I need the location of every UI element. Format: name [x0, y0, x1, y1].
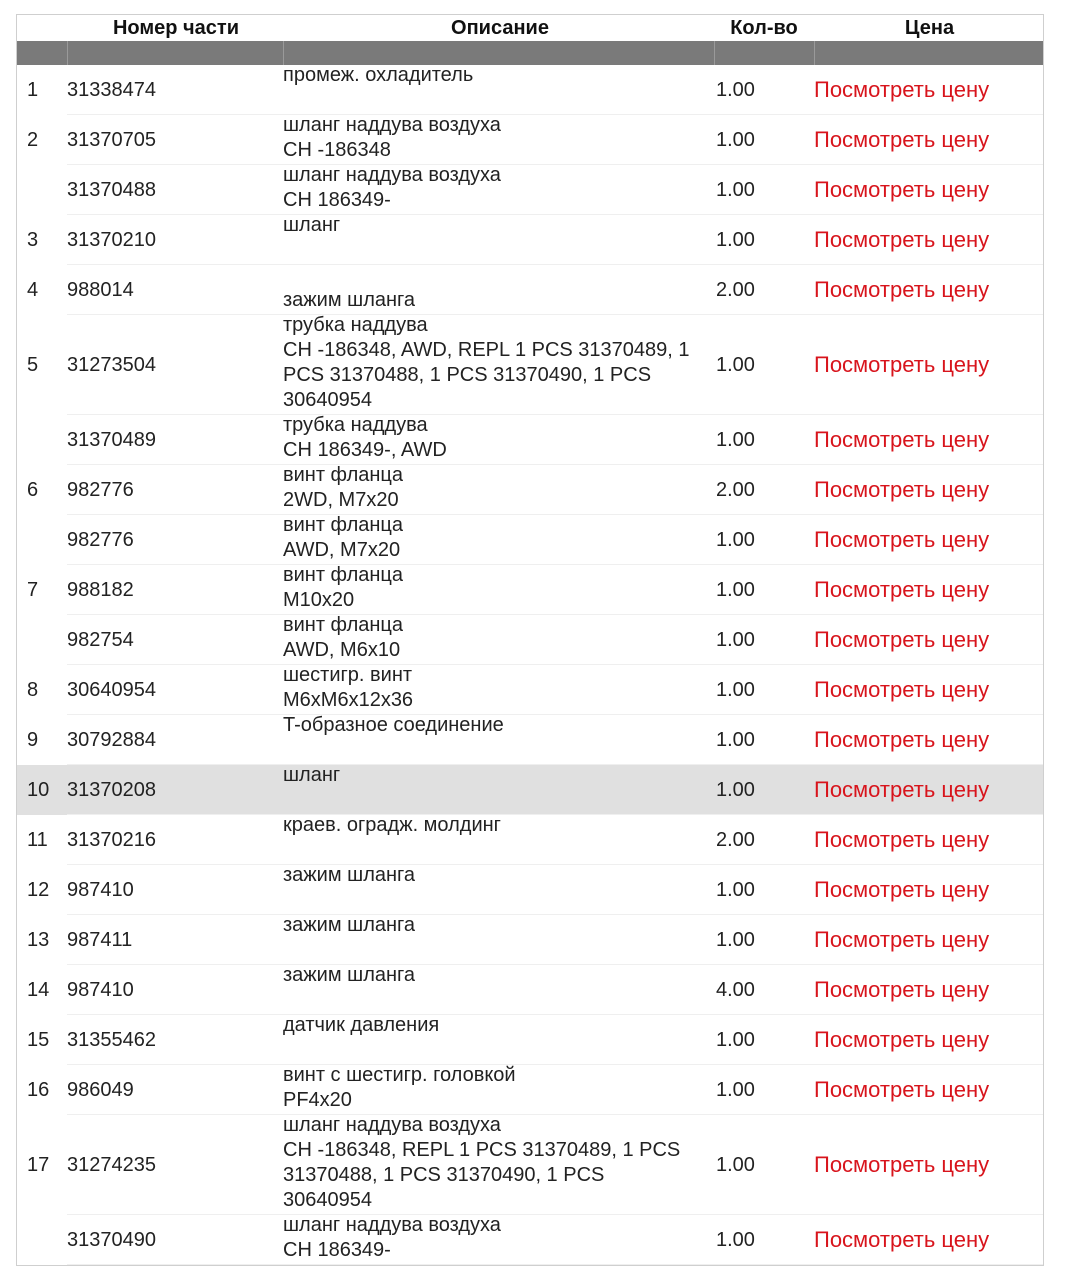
parts-table	[16, 14, 1044, 1266]
description-line: зажим шланга	[283, 289, 416, 311]
table-row[interactable]	[17, 265, 1043, 315]
description-line: M10x20	[283, 589, 355, 611]
part-description	[283, 1213, 713, 1263]
header-divider-bar	[17, 41, 1043, 65]
part-description	[283, 963, 713, 988]
description-line: 30640954	[283, 389, 372, 411]
description-line: AWD, M6x10	[283, 639, 401, 661]
quantity: 1.00	[716, 228, 755, 251]
row-number: 7	[27, 578, 39, 601]
table-row[interactable]	[17, 965, 1043, 1015]
view-price-link[interactable]: Посмотреть цену	[814, 727, 990, 752]
row-number: 10	[27, 778, 50, 801]
description-line: шланг наддува воздуха	[283, 1214, 501, 1236]
description-line: винт фланца	[283, 514, 403, 536]
description-line: шестигр. винт	[283, 664, 413, 686]
view-price-link[interactable]: Посмотреть цену	[814, 527, 990, 552]
part-description	[283, 863, 713, 888]
part-number: 31370208	[67, 778, 156, 801]
table-row[interactable]	[17, 165, 1043, 215]
part-description	[283, 913, 713, 938]
description-line: трубка наддува	[283, 314, 428, 336]
part-description	[283, 213, 713, 238]
part-number: 30640954	[67, 678, 156, 701]
description-line: CH 186349-	[283, 1239, 391, 1261]
row-number: 9	[27, 728, 39, 751]
part-number: 982754	[67, 628, 134, 651]
row-number: 4	[27, 278, 39, 301]
header-description: Описание	[451, 17, 549, 39]
description-line: шланг наддува воздуха	[283, 164, 501, 186]
view-price-link[interactable]: Посмотреть цену	[814, 477, 990, 502]
table-row[interactable]	[17, 715, 1043, 765]
header-price: Цена	[904, 17, 955, 39]
table-row[interactable]	[17, 465, 1043, 515]
part-number: 982776	[67, 528, 134, 551]
table-row[interactable]	[17, 915, 1043, 965]
description-line: PCS 31370488, 1 PCS 31370490, 1 PCS	[283, 364, 652, 386]
table-body	[17, 65, 1043, 1265]
view-price-link[interactable]: Посмотреть цену	[814, 227, 990, 252]
row-number	[27, 615, 67, 665]
view-price-link[interactable]: Посмотреть цену	[814, 1227, 990, 1252]
view-price-link[interactable]: Посмотреть цену	[814, 77, 990, 102]
row-number: 5	[27, 353, 39, 376]
quantity: 1.00	[716, 1028, 755, 1051]
view-price-link[interactable]: Посмотреть цену	[814, 827, 990, 852]
part-number: 988014	[67, 278, 134, 301]
row-number: 6	[27, 478, 39, 501]
table-row[interactable]	[17, 1015, 1043, 1065]
description-line: AWD, M7x20	[283, 539, 401, 561]
row-number: 17	[27, 1153, 50, 1176]
table-row[interactable]	[17, 815, 1043, 865]
part-number: 31370705	[67, 128, 156, 151]
view-price-link[interactable]: Посмотреть цену	[814, 927, 990, 952]
quantity: 1.00	[716, 578, 755, 601]
description-line: T-образное соединение	[283, 714, 504, 736]
row-number: 14	[27, 978, 50, 1001]
part-number: 987410	[67, 978, 134, 1001]
quantity: 1.00	[716, 528, 755, 551]
description-line: шланг наддува воздуха	[283, 114, 501, 136]
part-number: 31370489	[67, 428, 156, 451]
quantity: 1.00	[716, 428, 755, 451]
row-number: 16	[27, 1078, 50, 1101]
part-description	[283, 1013, 713, 1038]
part-description	[283, 463, 713, 513]
table-row[interactable]	[17, 665, 1043, 715]
part-description	[283, 163, 713, 213]
description-line: винт с шестигр. головкой	[283, 1064, 516, 1086]
description-line: шланг	[283, 764, 341, 786]
quantity: 1.00	[716, 928, 755, 951]
description-line: трубка наддува	[283, 414, 428, 436]
description-line: M6xM6x12x36	[283, 689, 414, 711]
quantity: 1.00	[716, 878, 755, 901]
quantity: 2.00	[716, 278, 755, 301]
row-number: 11	[27, 828, 48, 851]
table-row[interactable]	[17, 65, 1043, 115]
part-number: 31370488	[67, 178, 156, 201]
description-line: винт фланца	[283, 614, 403, 636]
part-number: 982776	[67, 478, 134, 501]
quantity: 1.00	[716, 78, 755, 101]
view-price-link[interactable]: Посмотреть цену	[814, 277, 990, 302]
part-number: 31273504	[67, 353, 156, 376]
quantity: 1.00	[716, 628, 755, 651]
part-description	[283, 1113, 713, 1213]
row-number: 15	[27, 1028, 50, 1051]
description-line: CH -186348	[283, 139, 391, 161]
part-description	[283, 513, 713, 563]
description-line: зажим шланга	[283, 964, 416, 986]
part-description	[283, 613, 713, 663]
description-line: краев. оградж. молдинг	[283, 814, 501, 836]
table-row[interactable]	[17, 615, 1043, 665]
view-price-link[interactable]: Посмотреть цену	[814, 677, 990, 702]
part-description	[283, 713, 713, 738]
part-number: 31370490	[67, 1228, 156, 1251]
view-price-link[interactable]: Посмотреть цену	[814, 352, 990, 377]
view-price-link[interactable]: Посмотреть цену	[814, 577, 990, 602]
part-description	[283, 63, 713, 88]
description-line: 30640954	[283, 1189, 372, 1211]
description-line: PF4x20	[283, 1089, 352, 1111]
quantity: 2.00	[716, 828, 755, 851]
part-description	[283, 813, 713, 838]
part-number: 987411	[67, 928, 133, 951]
table-row[interactable]	[17, 1115, 1043, 1215]
description-line: промеж. охладитель	[283, 64, 474, 86]
table-row[interactable]	[17, 1215, 1043, 1265]
part-number: 986049	[67, 1078, 134, 1101]
description-line: 2WD, M7x20	[283, 489, 399, 511]
table-row[interactable]	[17, 765, 1043, 815]
description-line: 31370488, 1 PCS 31370490, 1 PCS	[283, 1164, 605, 1186]
quantity: 4.00	[716, 978, 755, 1001]
description-line: CH 186349-, AWD	[283, 439, 447, 461]
row-number: 12	[27, 878, 50, 901]
view-price-link[interactable]: Посмотреть цену	[814, 777, 990, 802]
view-price-link[interactable]: Посмотреть цену	[814, 1077, 990, 1102]
header-part-number: Номер части	[112, 17, 240, 39]
view-price-link[interactable]: Посмотреть цену	[814, 177, 990, 202]
part-number: 31370216	[67, 828, 156, 851]
part-description	[283, 113, 713, 163]
quantity: 1.00	[716, 178, 755, 201]
quantity: 1.00	[716, 778, 755, 801]
description-line: CH -186348, AWD, REPL 1 PCS 31370489, 1	[283, 339, 690, 361]
part-description	[283, 1063, 713, 1113]
view-price-link[interactable]: Посмотреть цену	[814, 627, 990, 652]
part-number: 31338474	[67, 78, 156, 101]
part-number: 31355462	[67, 1028, 156, 1051]
view-price-link[interactable]: Посмотреть цену	[814, 1027, 990, 1052]
quantity: 1.00	[716, 728, 755, 751]
row-number: 8	[27, 678, 39, 701]
part-number: 30792884	[67, 728, 156, 751]
view-price-link[interactable]: Посмотреть цену	[814, 877, 990, 902]
row-number	[27, 415, 67, 465]
part-description	[283, 413, 713, 463]
description-line: винт фланца	[283, 564, 403, 586]
table-row[interactable]	[17, 865, 1043, 915]
description-line: CH 186349-	[283, 189, 391, 211]
row-number: 2	[27, 128, 39, 151]
description-line: винт фланца	[283, 464, 403, 486]
description-line: зажим шланга	[283, 914, 416, 936]
row-number	[27, 165, 67, 215]
row-number: 1	[27, 78, 39, 101]
view-price-link[interactable]: Посмотреть цену	[814, 977, 990, 1002]
row-number: 3	[27, 228, 39, 251]
view-price-link[interactable]: Посмотреть цену	[814, 427, 990, 452]
table-row[interactable]	[17, 215, 1043, 265]
table-header	[17, 15, 1043, 41]
table-row[interactable]	[17, 515, 1043, 565]
table-row[interactable]	[17, 565, 1043, 615]
row-number	[27, 515, 67, 565]
row-number	[27, 1215, 67, 1265]
row-divider	[67, 1264, 1043, 1265]
quantity: 1.00	[716, 1153, 755, 1176]
description-line: шланг	[283, 214, 341, 236]
part-description	[283, 313, 713, 413]
description-line: зажим шланга	[283, 864, 416, 886]
table-row[interactable]	[17, 1065, 1043, 1115]
view-price-link[interactable]: Посмотреть цену	[814, 1152, 990, 1177]
row-number: 13	[27, 928, 50, 951]
table-row[interactable]	[17, 415, 1043, 465]
quantity: 1.00	[716, 1078, 755, 1101]
description-line	[283, 263, 713, 288]
part-description	[283, 663, 713, 713]
quantity: 2.00	[716, 478, 755, 501]
table-row[interactable]	[17, 315, 1043, 415]
part-description	[283, 263, 713, 313]
part-number: 31370210	[67, 228, 156, 251]
header-quantity: Кол-во	[730, 17, 798, 39]
part-number: 988182	[67, 578, 134, 601]
part-number: 31274235	[67, 1153, 156, 1176]
view-price-link[interactable]: Посмотреть цену	[814, 127, 990, 152]
quantity: 1.00	[716, 128, 755, 151]
quantity: 1.00	[716, 353, 755, 376]
part-number: 987410	[67, 878, 134, 901]
description-line: датчик давления	[283, 1014, 440, 1036]
part-description	[283, 763, 713, 788]
description-line: шланг наддува воздуха	[283, 1114, 501, 1136]
part-description	[283, 563, 713, 613]
description-line: CH -186348, REPL 1 PCS 31370489, 1 PCS	[283, 1139, 681, 1161]
table-row[interactable]	[17, 115, 1043, 165]
quantity: 1.00	[716, 678, 755, 701]
quantity: 1.00	[716, 1228, 755, 1251]
